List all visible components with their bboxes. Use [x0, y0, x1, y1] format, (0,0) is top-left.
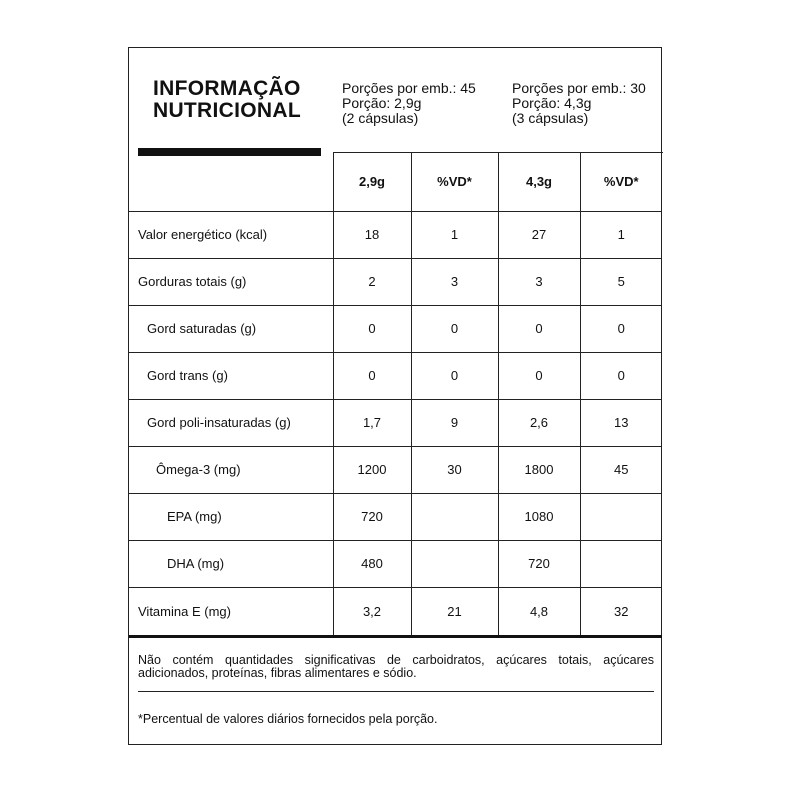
nutrition-table [129, 153, 662, 638]
nutrient-name: Gord saturadas (g) [129, 305, 333, 352]
nutrient-name: Gord poli-insaturadas (g) [129, 399, 333, 446]
table-row [129, 258, 662, 305]
table-header-row [129, 153, 662, 211]
table-row [129, 493, 662, 540]
insignificant-quantities-note: Não contém quantidades significativas de carboidratos, açúcares totais, açúcares adicionados, proteínas, fibras alimentares e sódio. [138, 653, 654, 680]
portion-capsules: (2 cápsulas) [342, 110, 419, 126]
nutrient-name: DHA (mg) [129, 540, 333, 587]
vd-portion-1: 3 [411, 258, 498, 305]
value-portion-2: 4,8 [498, 587, 580, 636]
nutrient-name: Ômega-3 (mg) [129, 446, 333, 493]
table-row [129, 540, 662, 587]
value-portion-1: 1,7 [333, 399, 411, 446]
vd-portion-2: 13 [580, 399, 662, 446]
value-portion-1: 1200 [333, 446, 411, 493]
value-portion-2: 27 [498, 211, 580, 258]
nutrient-name: Valor energético (kcal) [129, 211, 333, 258]
table-row [129, 305, 662, 352]
vd-portion-2 [580, 493, 662, 540]
header-portion-2: 4,3g [498, 153, 580, 211]
vd-portion-1: 9 [411, 399, 498, 446]
value-portion-1: 480 [333, 540, 411, 587]
value-portion-1: 2 [333, 258, 411, 305]
title-line-1: INFORMAÇÃO [153, 77, 301, 100]
portion-capsules: (3 cápsulas) [512, 110, 589, 126]
value-portion-1: 720 [333, 493, 411, 540]
vd-portion-2: 0 [580, 352, 662, 399]
vd-portion-1 [411, 493, 498, 540]
value-portion-2: 3 [498, 258, 580, 305]
daily-value-footnote: *Percentual de valores diários fornecidos pela porção. [138, 712, 438, 726]
table-row [129, 352, 662, 399]
title-line-2: NUTRICIONAL [153, 99, 301, 122]
vd-portion-2: 0 [580, 305, 662, 352]
vd-portion-1: 0 [411, 305, 498, 352]
vd-portion-2: 1 [580, 211, 662, 258]
nutrient-name: Gord trans (g) [129, 352, 333, 399]
portion-info-1 [342, 81, 476, 126]
note-divider-line [138, 691, 654, 692]
value-portion-1: 0 [333, 305, 411, 352]
vd-portion-2 [580, 540, 662, 587]
header-vd-2: %VD* [580, 153, 662, 211]
value-portion-2: 0 [498, 305, 580, 352]
value-portion-1: 18 [333, 211, 411, 258]
value-portion-2: 720 [498, 540, 580, 587]
header-portion-1: 2,9g [333, 153, 411, 211]
table-row [129, 211, 662, 258]
header-empty-cell [129, 153, 333, 211]
vd-portion-2: 45 [580, 446, 662, 493]
vd-portion-2: 32 [580, 587, 662, 636]
table-row [129, 587, 662, 636]
vd-portion-1 [411, 540, 498, 587]
vd-portion-2: 5 [580, 258, 662, 305]
value-portion-1: 0 [333, 352, 411, 399]
header-vd-1: %VD* [411, 153, 498, 211]
nutrient-name: Vitamina E (mg) [129, 587, 333, 636]
value-portion-2: 2,6 [498, 399, 580, 446]
label-title [153, 78, 301, 122]
nutrient-name: EPA (mg) [129, 493, 333, 540]
table-row [129, 446, 662, 493]
table-row [129, 399, 662, 446]
servings-per-package: Porções por emb.: 45 [342, 80, 476, 96]
vd-portion-1: 0 [411, 352, 498, 399]
value-portion-2: 1080 [498, 493, 580, 540]
value-portion-1: 3,2 [333, 587, 411, 636]
nutrient-name: Gorduras totais (g) [129, 258, 333, 305]
portion-size: Porção: 4,3g [512, 95, 592, 111]
portion-size: Porção: 2,9g [342, 95, 422, 111]
value-portion-2: 0 [498, 352, 580, 399]
value-portion-2: 1800 [498, 446, 580, 493]
servings-per-package: Porções por emb.: 30 [512, 80, 646, 96]
portion-info-2 [512, 81, 646, 126]
nutrition-label [128, 47, 662, 745]
vd-portion-1: 30 [411, 446, 498, 493]
vd-portion-1: 1 [411, 211, 498, 258]
vd-portion-1: 21 [411, 587, 498, 636]
